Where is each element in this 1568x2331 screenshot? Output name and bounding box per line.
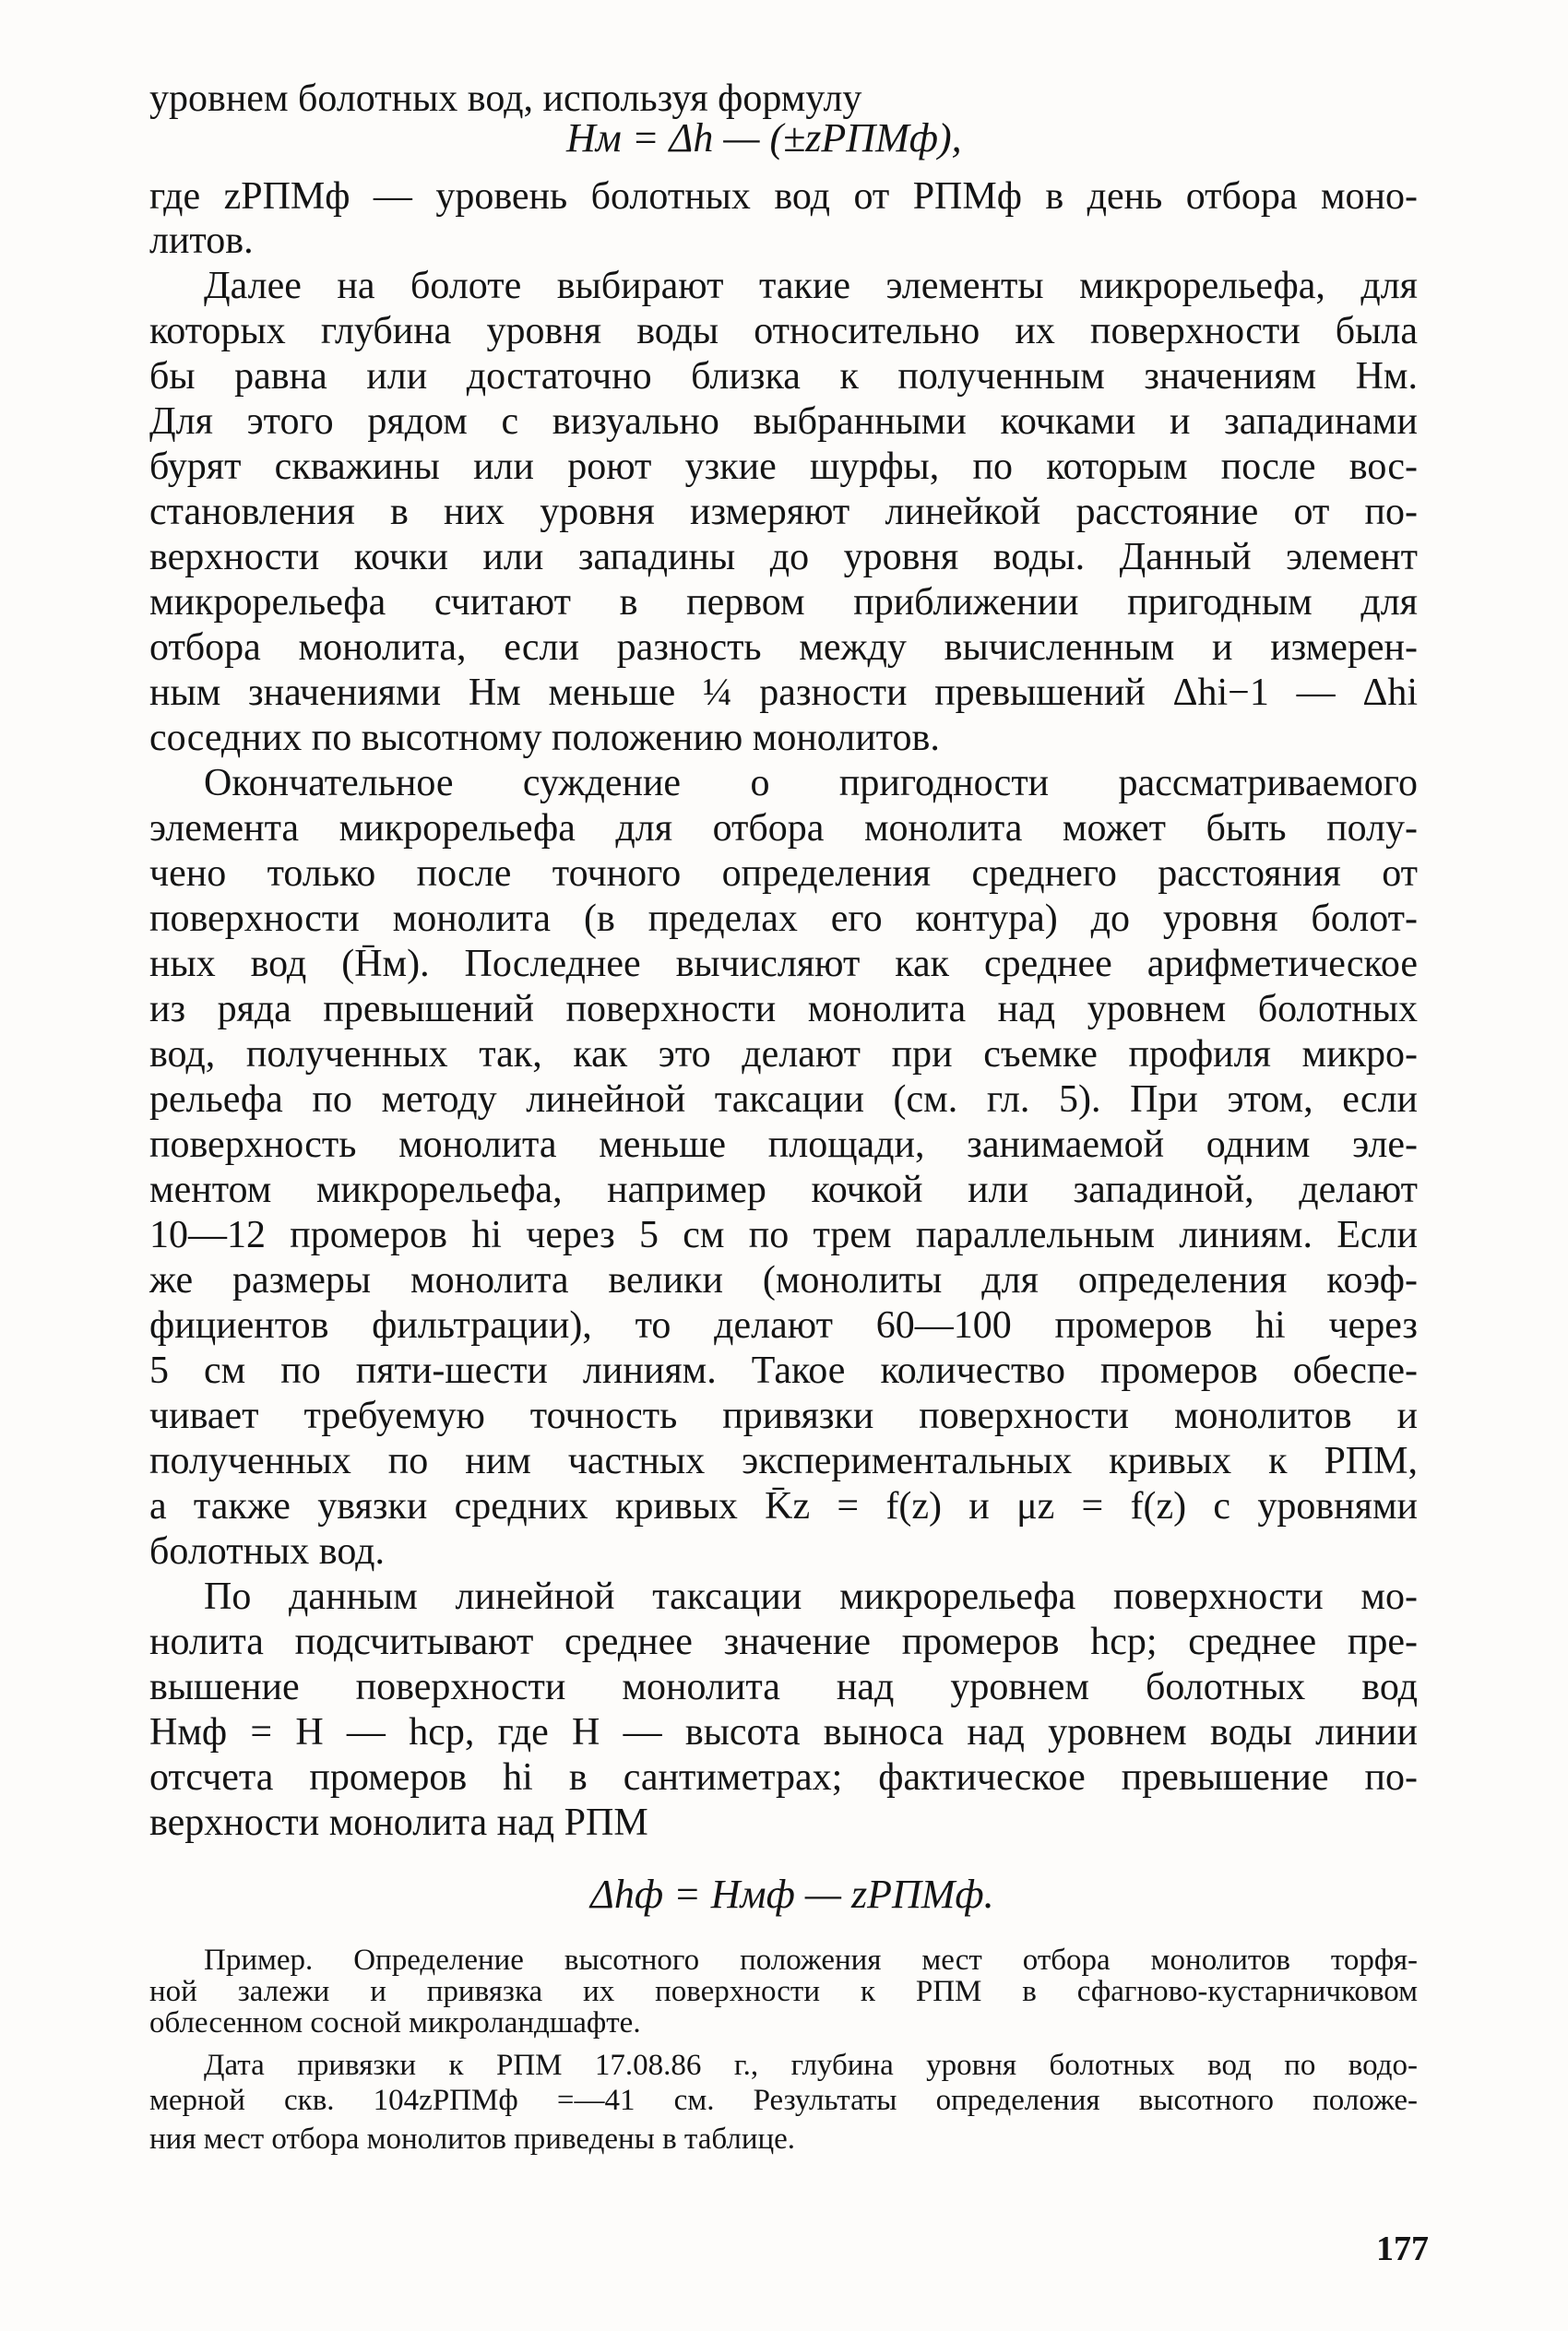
text-line: Для этого рядом с визуально выбранными кочками и западинами: [149, 400, 1418, 443]
text-line: из ряда превышений поверхности монолита над уровнем болотных: [149, 988, 1418, 1030]
text-line: же размеры монолита велики (монолиты для определения коэф-: [149, 1259, 1418, 1302]
text-line: Окончательное суждение о пригодности рассматриваемого: [204, 762, 1418, 804]
text-line: чено только после точного определения среднего расстояния от: [149, 852, 1418, 895]
text-line: рельефа по методу линейной таксации (см. гл. 5). При этом, если: [149, 1078, 1418, 1121]
text-line: вод, полученных так, как это делают при съемке профиля микро-: [149, 1033, 1418, 1076]
text-line: Далее на болоте выбирают такие элементы микрорельефа, для: [204, 265, 1418, 307]
text-line: бурят скважины или роют узкие шурфы, по которым после вос-: [149, 446, 1418, 488]
text-line: 10—12 промеров hi через 5 см по трем параллельным линиям. Если: [149, 1214, 1418, 1256]
example-line: облесенном сосной микроландшафте.: [149, 2006, 641, 2040]
text-line: ментом микрорельефа, например кочкой или западиной, делают: [149, 1169, 1418, 1211]
formula-dhf: Δhф = Hмф — zРПМф.: [590, 1872, 994, 1917]
text-line: литов.: [149, 220, 254, 262]
text-line: По данным линейной таксации микрорельефа поверхности мо-: [204, 1576, 1418, 1618]
text-line: которых глубина уровня воды относительно их поверхности была: [149, 310, 1418, 352]
text-line: микрорельефа считают в первом приближении пригодным для: [149, 581, 1418, 624]
example-line: ной залежи и привязка их поверхности к РПМ в сфагново-кустарничковом: [149, 1975, 1418, 2008]
text-line: а также увязки средних кривых K̄z = f(z) и μz = f(z) с уровнями: [149, 1485, 1418, 1528]
text-line: поверхность монолита меньше площади, занимаемой одним эле-: [149, 1124, 1418, 1166]
text-line: соседних по высотному положению монолитов.: [149, 717, 940, 759]
text-line: отбора монолита, если разность между вычисленным и измерен-: [149, 626, 1418, 669]
text-line: чивает требуемую точность привязки поверхности монолитов и: [149, 1395, 1418, 1437]
text-line: элемента микрорельефа для отбора монолита может быть полу-: [149, 807, 1418, 850]
example-line: Дата привязки к РПМ 17.08.86 г., глубина уровня болотных вод по водо-: [204, 2049, 1418, 2082]
text-line: фициентов фильтрации), то делают 60—100 промеров hi через: [149, 1304, 1418, 1347]
text-line: верхности кочки или западины до уровня воды. Данный элемент: [149, 536, 1418, 578]
example-line: мерной скв. 104zРПМф =—41 см. Результаты определения высотного положе-: [149, 2084, 1418, 2117]
text-line: ным значениями Hм меньше ¼ разности превышений Δhi−1 — Δhi: [149, 672, 1418, 714]
text-line: где zРПМф — уровень болотных вод от РПМф в день отбора моно-: [149, 175, 1418, 218]
text-line: нолита подсчитывают среднее значение промеров hср; среднее пре-: [149, 1621, 1418, 1663]
text-line: полученных по ним частных экспериментальных кривых к РПМ,: [149, 1440, 1418, 1482]
example-line: ния мест отбора монолитов приведены в таблице.: [149, 2123, 796, 2156]
text-line: отсчета промеров hi в сантиметрах; фактическое превышение по-: [149, 1756, 1418, 1799]
text-line: болотных вод.: [149, 1530, 385, 1573]
formula-hm: Hм = Δh — (±zРПМф),: [566, 115, 962, 161]
text-line: Hмф = H — hср, где H — высота выноса над уровнем воды линии: [149, 1711, 1418, 1754]
text-line: уровнем болотных вод, используя формулу: [149, 77, 862, 120]
page-number: 177: [1376, 2230, 1429, 2268]
text-line: верхности монолита над РПМ: [149, 1802, 648, 1844]
example-line: Пример. Определение высотного положения мест отбора монолитов торфя-: [204, 1944, 1418, 1977]
text-line: ных вод (H̄м). Последнее вычисляют как среднее арифметическое: [149, 943, 1418, 985]
text-line: вышение поверхности монолита над уровнем болотных вод: [149, 1666, 1418, 1708]
text-line: 5 см по пяти-шести линиям. Такое количество промеров обеспе-: [149, 1350, 1418, 1392]
text-line: поверхности монолита (в пределах его контура) до уровня болот-: [149, 898, 1418, 940]
text-line: становления в них уровня измеряют линейкой расстояние от по-: [149, 491, 1418, 533]
text-line: бы равна или достаточно близка к полученным значениям Hм.: [149, 355, 1418, 398]
